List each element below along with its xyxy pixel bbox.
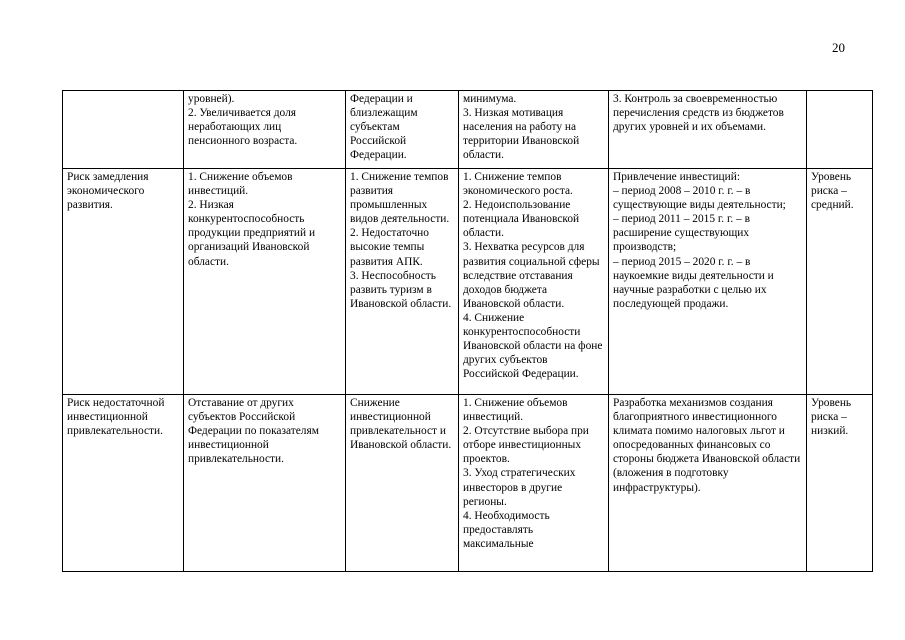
factors-text: Федерации и близлежащим субъектам Российской Федерации. bbox=[350, 93, 418, 162]
factors-cell bbox=[346, 395, 459, 572]
risk-table bbox=[62, 90, 873, 572]
reasons-cell bbox=[459, 91, 609, 169]
page-number: 20 bbox=[832, 40, 845, 55]
table-row bbox=[63, 169, 873, 395]
table-row bbox=[63, 91, 873, 169]
level-text: Уровень риска – низкий. bbox=[811, 397, 852, 438]
measures-text: 3. Контроль за своевременностью перечисления средств из бюджетов других уровней и их объемами. bbox=[613, 93, 784, 134]
measures-cell bbox=[609, 91, 807, 169]
measures-text: Разработка механизмов создания благоприятного инвестиционного климата помимо налоговых льгот и опосредованных финансовых со стороны бюджета Ивановской области (вложения в подготовку инфраструктуры). bbox=[613, 397, 801, 494]
factors-cell bbox=[346, 169, 459, 395]
consequences-cell bbox=[184, 91, 346, 169]
risk-cell bbox=[63, 395, 184, 572]
risk-text: Риск недостаточной инвестиционной привлекательности. bbox=[67, 397, 165, 438]
level-text: Уровень риска – средний. bbox=[811, 171, 854, 212]
factors-cell bbox=[346, 91, 459, 169]
risk-text: Риск замедления экономического развития. bbox=[67, 171, 149, 212]
consequences-text: 1. Снижение объемов инвестиций. 2. Низкая конкурентоспособность продукции предприятий и организаций Ивановской области. bbox=[188, 171, 316, 268]
consequences-cell bbox=[184, 169, 346, 395]
risk-cell bbox=[63, 91, 184, 169]
consequences-text: уровней). 2. Увеличивается доля неработающих лиц пенсионного возраста. bbox=[188, 93, 298, 148]
risk-cell bbox=[63, 169, 184, 395]
consequences-text: Отставание от других субъектов Российской Федерации по показателям инвестиционной привлекательности. bbox=[188, 397, 319, 466]
level-cell bbox=[807, 169, 873, 395]
reasons-text: минимума. 3. Низкая мотивация населения на работу на территории Ивановской области. bbox=[463, 93, 580, 162]
factors-text: Снижение инвестиционной привлекательност и Ивановской области. bbox=[350, 397, 452, 452]
measures-text: Привлечение инвестиций: – период 2008 – 2010 г. г. – в существующие виды деятельности; – период 2011 – 2015 г. г. – в расширение существующих производств; – период 2015 – 2020 г. г. – в наукоемкие виды деятельности и научные разработки с целью их последующей продажи. bbox=[613, 171, 786, 310]
reasons-cell bbox=[459, 169, 609, 395]
reasons-text: 1. Снижение объемов инвестиций. 2. Отсутствие выбора при отборе инвестиционных проектов. 3. Уход стратегических инвесторов в другие регионы. 4. Необходимость предоставлять максимальные bbox=[463, 397, 589, 550]
table-row bbox=[63, 395, 873, 572]
factors-text: 1. Снижение темпов развития промышленных видов деятельности. 2. Недостаточно высокие темпы развития АПК. 3. Неспособность развить туризм в Ивановской области. bbox=[350, 171, 452, 310]
level-cell bbox=[807, 91, 873, 169]
measures-cell bbox=[609, 169, 807, 395]
measures-cell bbox=[609, 395, 807, 572]
reasons-cell bbox=[459, 395, 609, 572]
consequences-cell bbox=[184, 395, 346, 572]
reasons-text: 1. Снижение темпов экономического роста. 2. Недоиспользование потенциала Ивановской области. 3. Нехватка ресурсов для развития социальной сферы вследствие отставания доходов бюджета Ивановской области. 4. Снижение конкурентоспособности Ивановской области на фоне других субъектов Российской Федерации. bbox=[463, 171, 603, 381]
level-cell bbox=[807, 395, 873, 572]
